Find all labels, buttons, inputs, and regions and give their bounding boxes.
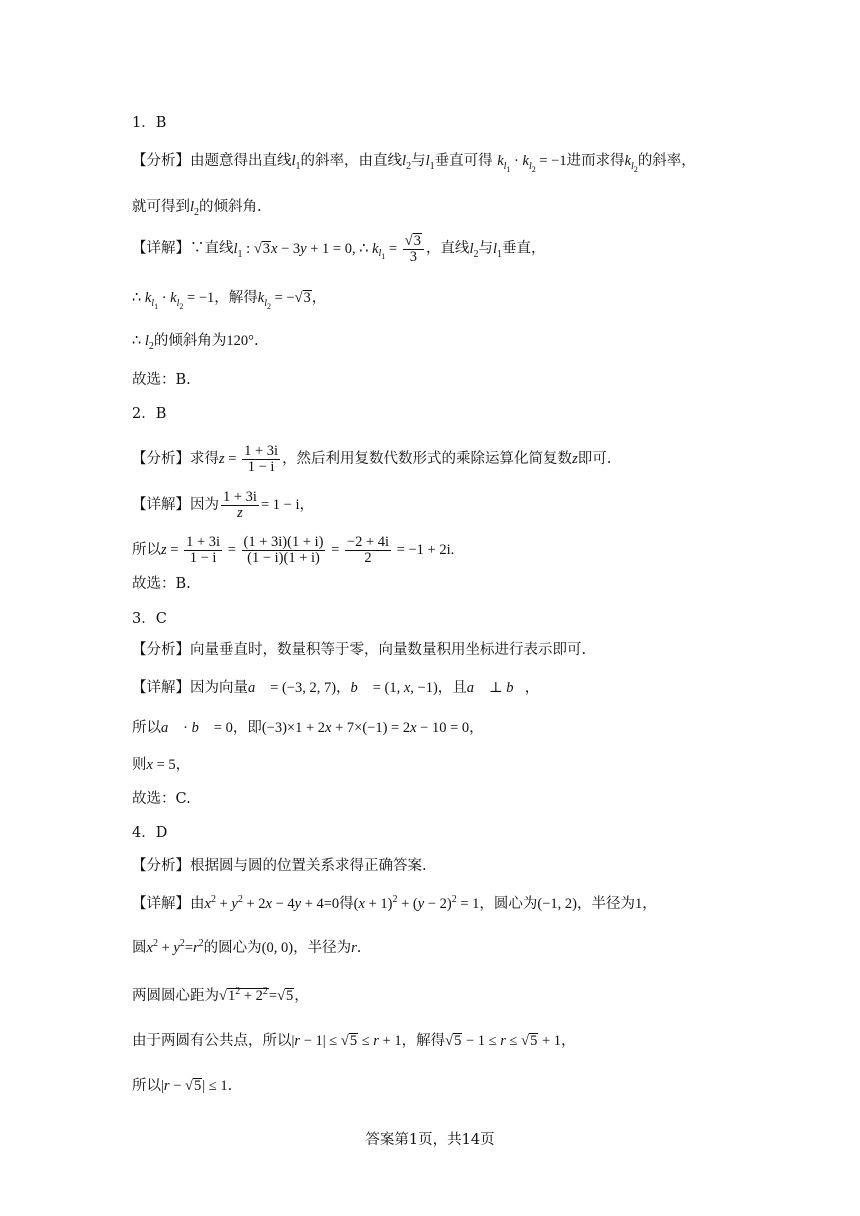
q4-line2-c: ，半径为	[293, 940, 352, 956]
q3-answer-heading	[132, 612, 167, 627]
q3-detail-tag: 【详解】	[132, 680, 190, 696]
q3-conclusion-text: 故选：C.	[132, 791, 191, 807]
q1-analysis-text-d: 垂直可得	[434, 153, 493, 169]
math-z: z	[572, 451, 578, 467]
q3-analysis-tag: 【分析】	[132, 642, 190, 658]
q3-detail-a: 因为向量	[190, 680, 248, 696]
math-dot-zero: a⃗ · b⃗ = 0	[161, 720, 233, 736]
math-l2e: ∴ $l_2$	[132, 333, 154, 352]
q1-detail-b: ，直线	[425, 240, 470, 257]
q4-detail-c: ，圆心为	[479, 896, 538, 912]
q1-analysis-line2-a: 就可得到	[132, 199, 190, 215]
q1-conclusion-text: 故选：B.	[132, 372, 191, 388]
q1-analysis-text-a: 由题意得出直线	[190, 153, 292, 169]
q4-head-text: 4．D	[132, 825, 168, 841]
q3-detail3-b: ，	[175, 757, 191, 773]
math-center1: (−1, 2)	[537, 896, 577, 912]
q3-detail-b: ，	[336, 680, 351, 696]
q2-analysis-tag: 【分析】	[132, 451, 190, 467]
q4-detail	[132, 894, 657, 912]
q4-analysis-tag: 【分析】	[132, 858, 190, 874]
q4-detail-a: 由	[190, 896, 205, 912]
q1-detail-d: 垂直，	[502, 240, 546, 257]
q3-analysis	[132, 643, 586, 658]
q2-analysis-c: 即可.	[577, 451, 612, 467]
q2-detail-a: 因为	[190, 497, 219, 513]
q2-conclusion	[132, 577, 191, 592]
q1-detail3-c: .	[253, 333, 259, 349]
q2-detail	[132, 490, 314, 520]
math-radius1: 1	[634, 896, 643, 912]
q1-detail-a: ∵直线	[190, 240, 234, 257]
q2-conclusion-text: 故选：B.	[132, 576, 191, 592]
math-vec-b: b⃗ = (1, x, −1)	[350, 680, 438, 696]
q3-detail-line2	[132, 721, 484, 736]
q1-detail-line2	[132, 290, 327, 311]
math-result: = −1 + 2i.	[393, 542, 455, 558]
q1-detail-tag: 【详解】	[132, 240, 190, 257]
q4-detail-line5	[132, 1078, 232, 1094]
math-ineq1: |r − 1| ≤ √5 ≤ r + 1	[291, 1033, 402, 1049]
q3-detail-c: ，且	[437, 680, 467, 696]
math-ineq3: |r − √5| ≤ 1	[161, 1078, 228, 1094]
math-k-product: $k_{l_1} \cdot k_{l_2} = -1$	[497, 153, 567, 174]
q2-analysis	[132, 444, 611, 474]
q2-analysis-a: 求得	[190, 451, 219, 467]
q1-detail3-a: 的倾斜角为	[153, 333, 227, 349]
q4-line2-d: .	[356, 940, 362, 956]
q2-answer-heading	[132, 407, 166, 422]
q1-analysis-text-e: 进而求得	[566, 153, 625, 169]
math-r: r	[351, 940, 357, 956]
math-z-eq: z =	[219, 451, 241, 467]
q4-line2-a: 圆	[132, 940, 147, 956]
q2-detail-b: ，	[299, 497, 314, 513]
q3-detail2-c: ，	[469, 720, 484, 736]
q4-detail-tag: 【详解】	[132, 896, 190, 912]
math-distance: $√1^2 + 2^2=√5$	[219, 986, 294, 1004]
math-vec-a: a⃗ = (−3, 2, 7)	[248, 680, 337, 696]
math-frac-1p3i-over-1mi: $\frac{1 + 3i}{1 - i}$	[244, 443, 279, 475]
q1-analysis-line2-b: 的倾斜角.	[199, 199, 262, 215]
q2-analysis-b: ，然后利用复数代数形式的乘除运算化简复数	[282, 451, 573, 467]
q4-analysis-text: 根据圆与圆的位置关系求得正确答案.	[190, 858, 427, 874]
q3-detail-line3	[132, 758, 190, 773]
q4-line4-a: 由于两圆有公共点，所以	[132, 1033, 292, 1049]
q1-detail-line3	[132, 333, 259, 352]
q3-detail	[132, 681, 539, 696]
math-frac-a: $\frac{1 + 3i}{1 - i}$	[186, 534, 221, 566]
q4-detail-line4	[132, 1033, 576, 1049]
q4-line5-a: 所以	[132, 1078, 161, 1094]
math-kl2: $k_{l_2}$	[624, 153, 638, 174]
math-l1b: $l_1$	[425, 153, 435, 172]
math-center2: (0, 0)	[261, 940, 294, 956]
q1-detail2-b: ，	[311, 290, 327, 306]
math-x-eq-5: x = 5	[146, 757, 176, 773]
math-eq-1mi: = 1 − i	[260, 497, 300, 513]
math-circle1: $x^2 + y^2 + 2x - 4y + 4=0$	[204, 894, 340, 912]
q1-detail2-a: ，解得	[214, 290, 258, 306]
q1-answer-heading	[132, 116, 166, 131]
q4-analysis	[132, 859, 427, 874]
q3-conclusion	[132, 792, 191, 807]
q4-line2-b: 的圆心为	[203, 940, 262, 956]
q1-analysis-line2	[132, 199, 262, 218]
q2-detail2-a: 所以	[132, 542, 161, 558]
q4-line3-b: ，	[294, 988, 309, 1004]
q4-detail-d: ，半径为	[576, 896, 635, 912]
math-eq2: =	[327, 542, 343, 558]
q1-analysis-tag: 【分析】	[132, 153, 190, 169]
q4-detail-line3	[132, 988, 309, 1004]
q4-line4-b: ，解得	[401, 1033, 446, 1049]
q1-analysis-text-c: 与	[411, 153, 426, 169]
math-circle2: $x^2 + y^2=r^2$	[146, 938, 204, 956]
q1-conclusion	[132, 373, 191, 388]
q3-detail-d: ，	[524, 680, 540, 696]
math-frac-1p3i-over-z: $\frac{1 + 3i}{z}$	[223, 489, 257, 521]
q1-detail-c: 与	[478, 240, 493, 257]
math-l2c: $l_2$	[190, 199, 200, 218]
q3-detail2-b: ，即	[232, 720, 262, 736]
math-frac-sqrt3-over-3: $\frac{√3}{3}$	[403, 233, 424, 264]
page-footer: 答案第1页，共14页	[365, 1132, 495, 1148]
q3-analysis-text: 向量垂直时，数量积等于零，向量数量积用坐标进行表示即可.	[190, 642, 587, 658]
math-l2: $l_2$	[402, 153, 412, 172]
math-frac-c: $\frac{-2 + 4i}{2}$	[346, 534, 390, 566]
math-l1: $l_1$	[291, 153, 301, 172]
math-dot-expand: (−3)×1 + 2x + 7×(−1) = 2x − 10 = 0	[261, 720, 470, 736]
math-eq1: =	[224, 542, 240, 558]
q1-analysis-text-b: 的斜率，由直线	[300, 153, 403, 169]
q3-detail3-a: 则	[132, 757, 147, 773]
q4-detail-b: 得	[339, 896, 354, 912]
math-l1d: $l_1$	[492, 240, 502, 260]
math-circle1-std: $(x + 1)^2 + (y - 2)^2 = 1$	[353, 894, 480, 912]
q2-head-text: 2．B	[132, 406, 167, 422]
q4-line4-c: ，	[561, 1033, 576, 1049]
q3-detail2-a: 所以	[132, 720, 161, 736]
math-k-result: $k_{l_2} = -√3$	[257, 290, 311, 311]
q1-analysis-text-f: 的斜率，	[637, 153, 696, 169]
q4-line5-b: .	[227, 1078, 233, 1094]
q1-detail	[132, 233, 546, 264]
q4-detail-e: ，	[642, 896, 657, 912]
q1-detail3-angle: 120°	[226, 333, 254, 349]
math-perp: a⃗ ⊥ b⃗	[466, 680, 525, 696]
math-l2d: $l_2$	[469, 240, 479, 260]
q4-answer-heading	[132, 826, 167, 841]
math-k-product-2: ∴ $k_{l_1} \cdot k_{l_2} = -1$	[132, 290, 215, 311]
q3-head-text: 3．C	[132, 611, 167, 627]
math-z2: z =	[161, 542, 183, 558]
math-frac-b: $\frac{(1 + 3i)(1 + i)}{(1 - i)(1 + i)}$	[243, 534, 324, 566]
q4-line3-a: 两圆圆心距为	[132, 988, 219, 1004]
q4-detail-line2	[132, 938, 362, 956]
q2-detail-line2	[132, 535, 454, 565]
q1-head-text: 1．B	[132, 115, 167, 131]
math-line-eq: $l_1$ : √3x − 3y + 1 = 0, ∴ $k_{l_1}$ =	[233, 240, 401, 262]
q1-analysis	[132, 153, 696, 174]
math-ineq2: √5 − 1 ≤ r ≤ √5 + 1	[445, 1033, 561, 1049]
q2-detail-tag: 【详解】	[132, 497, 190, 513]
